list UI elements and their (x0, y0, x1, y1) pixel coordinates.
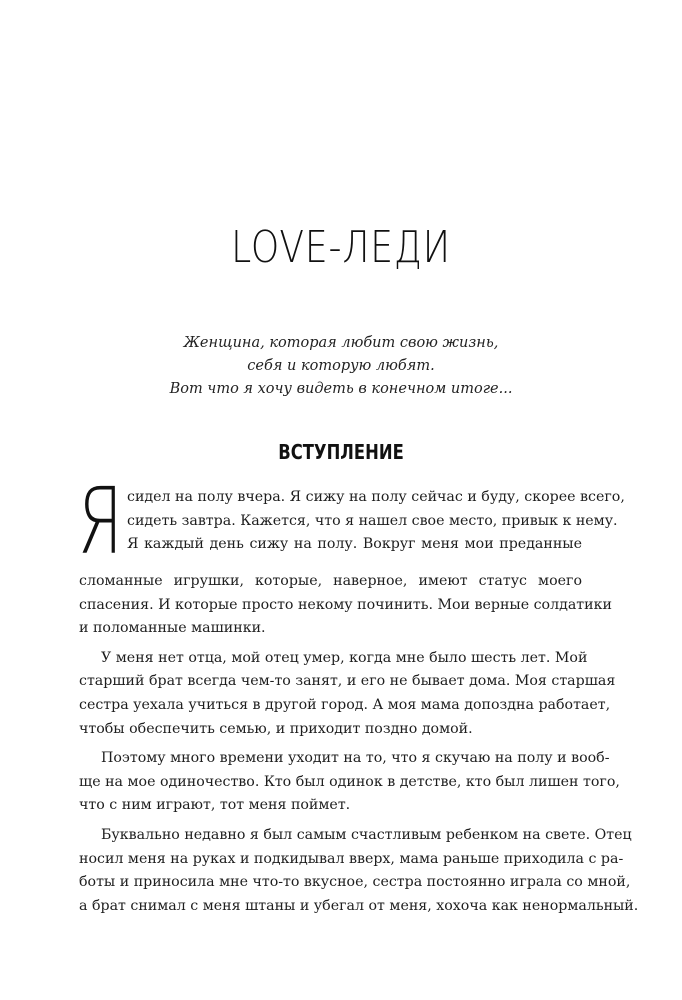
epigraph-line: Женщина, которая любит свою жизнь, (183, 335, 499, 351)
text-line: старший брат всегда чем-то занят, и его не бывает дома. Моя старшая (79, 673, 616, 690)
epigraph-line: Вот что я хочу видеть в конечном итоге... (169, 381, 513, 397)
text-line: а брат снимал с меня штаны и убегал от меня, хохоча как ненормальный. (79, 897, 639, 914)
text-line: и поломанные машинки. (79, 620, 266, 637)
section-heading: ВСТУПЛЕНИЕ (278, 440, 404, 464)
text-line: что с ним играют, тот меня поймет. (79, 797, 351, 814)
text-line: сестра уехала учиться в другой город. А моя мама допоздна работает, (79, 696, 611, 713)
text-line: сидеть завтра. Кажется, что я нашел свое место, привык к нему. (127, 512, 618, 529)
text-line: Поэтому много времени уходит на то, что я скучаю на полу и вооб- (101, 750, 610, 767)
text-line: чтобы обеспечить семью, и приходит поздно домой. (79, 720, 473, 737)
text-line: сломанные игрушки, которые, наверное, имеют статус моего (79, 573, 582, 589)
paragraph (77, 468, 625, 641)
text-line: Буквально недавно я был самым счастливым ребенком на свете. Отец (101, 826, 632, 843)
text-line: У меня нет отца, мой отец умер, когда мне было шесть лет. Мой (101, 649, 588, 666)
paragraph (79, 824, 639, 918)
paragraph (79, 747, 620, 818)
text-line: боты и приносила мне что-то вкусное, сестра постоянно играла со мной, (79, 874, 631, 891)
text-line: сидел на полу вчера. Я сижу на полу сейчас и буду, скорее всего, (127, 489, 625, 505)
paragraph (79, 647, 616, 741)
text-line: Я каждый день сижу на полу. Вокруг меня мои преданные (127, 536, 582, 553)
text-line: ще на мое одиночество. Кто был одинок в детстве, кто был лишен того, (79, 773, 620, 790)
drop-cap: Я (77, 468, 124, 575)
epigraph (0, 332, 682, 401)
chapter-title: LOVE-ЛЕДИ (231, 222, 451, 273)
body-text (77, 468, 639, 918)
text-line: спасения. И которые просто некому починить. Мои верные солдатики (79, 596, 612, 613)
epigraph-line: себя и которую любят. (247, 358, 435, 374)
text-line: носил меня на руках и подкидывал вверх, мама раньше приходила с ра- (79, 850, 624, 867)
drop-cap-wrap (77, 468, 127, 575)
